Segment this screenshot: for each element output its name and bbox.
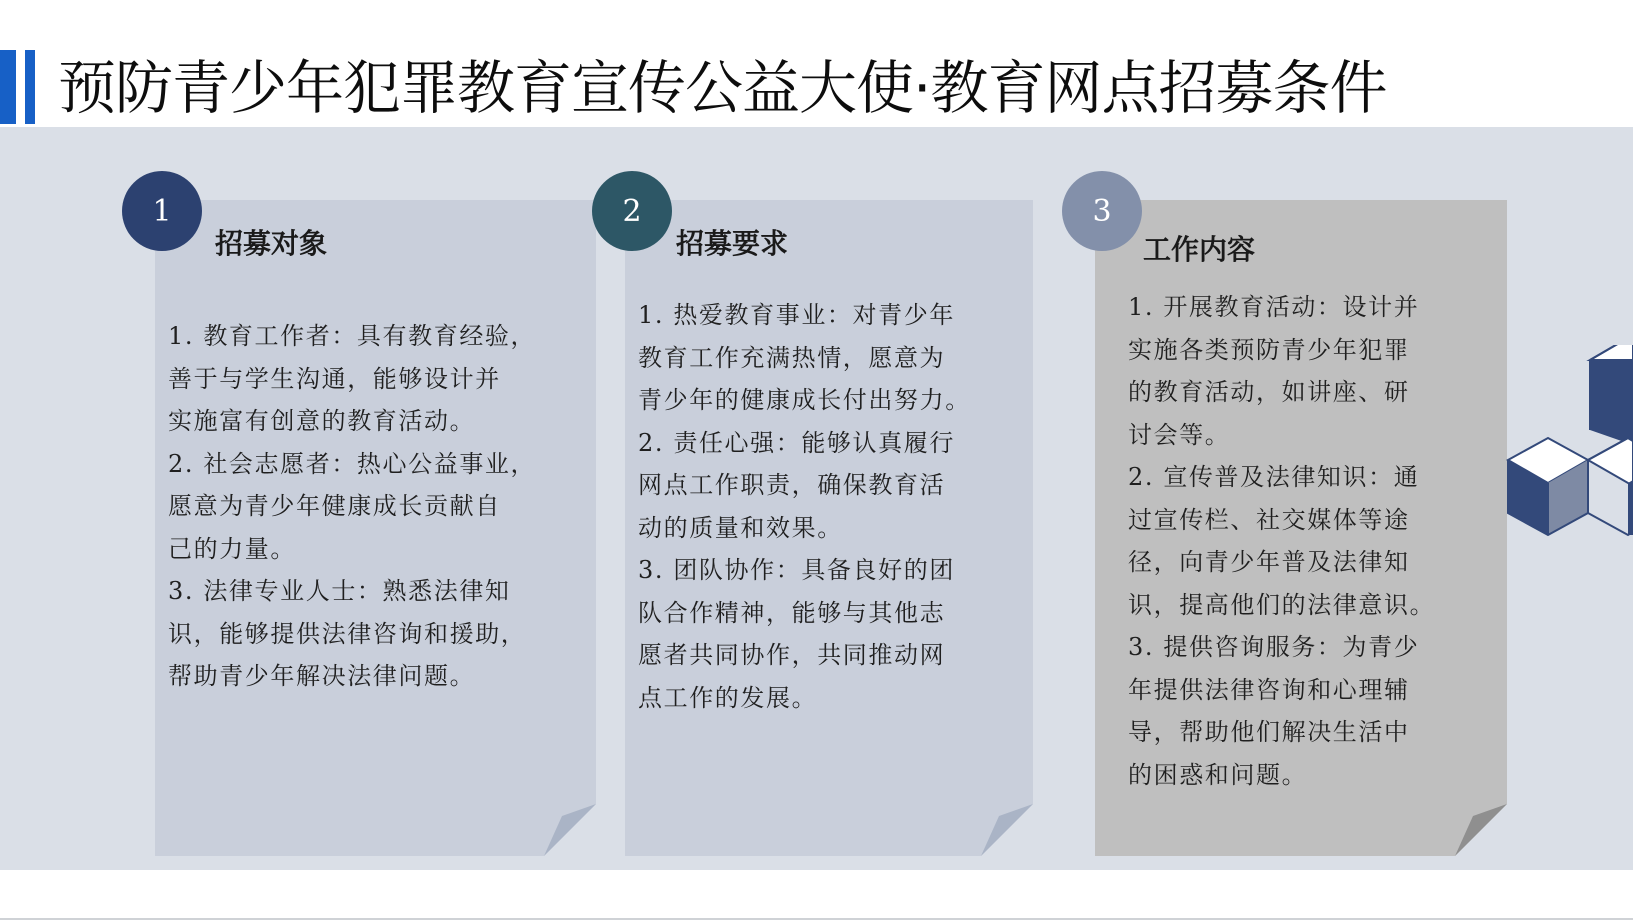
card-number-badge: 2 [592,171,672,251]
card-number-badge: 3 [1062,171,1142,251]
card-heading: 工作内容 [1143,233,1256,266]
title-accent-bar-thin [25,50,35,124]
page-title: 预防青少年犯罪教育宣传公益大使·教育网点招募条件 [58,54,1387,122]
card-body: 1. 开展教育活动：设计并 实施各类预防青少年犯罪 的教育活动，如讲座、研 讨会等。 2. 宣传普及法律知识：通 过宣传栏、社交媒体等途 径，向青少年普及法律知 识，提高他们的法律意识。 3. 提供咨询服务：为青少 年提供法律咨询和心理辅 导，帮助他们解决生活中 的困惑和问题。 [1128,293,1436,789]
card-heading: 招募要求 [676,227,789,260]
card-heading: 招募对象 [215,227,328,260]
bottom-divider [0,918,1633,920]
title-accent-bar-thick [0,50,16,124]
page-curl-icon [981,804,1033,856]
page-curl-icon [544,804,596,856]
page-curl-icon [1455,804,1507,856]
card-body: 1. 热爱教育事业：对青少年 教育工作充满热情，愿意为 青少年的健康成长付出努力。 2. 责任心强：能够认真履行 网点工作职责，确保教育活 动的质量和效果。 3. 团队协作：具备良好的团 队合作精神，能够与其他志 愿者共同协作，共同推动网 点工作的发展。 [638,301,971,712]
card-body: 1. 教育工作者：具有教育经验， 善于与学生沟通，能够设计并 实施富有创意的教育活动。 2. 社会志愿者：热心公益事业， 愿意为青少年健康成长贡献自 己的力量。 3. 法律专业人士：熟悉法律知 识，能够提供法律咨询和援助， 帮助青少年解决法律问题。 [168,322,537,690]
card-number-badge: 1 [122,171,202,251]
isometric-cubes-icon [1500,345,1633,565]
